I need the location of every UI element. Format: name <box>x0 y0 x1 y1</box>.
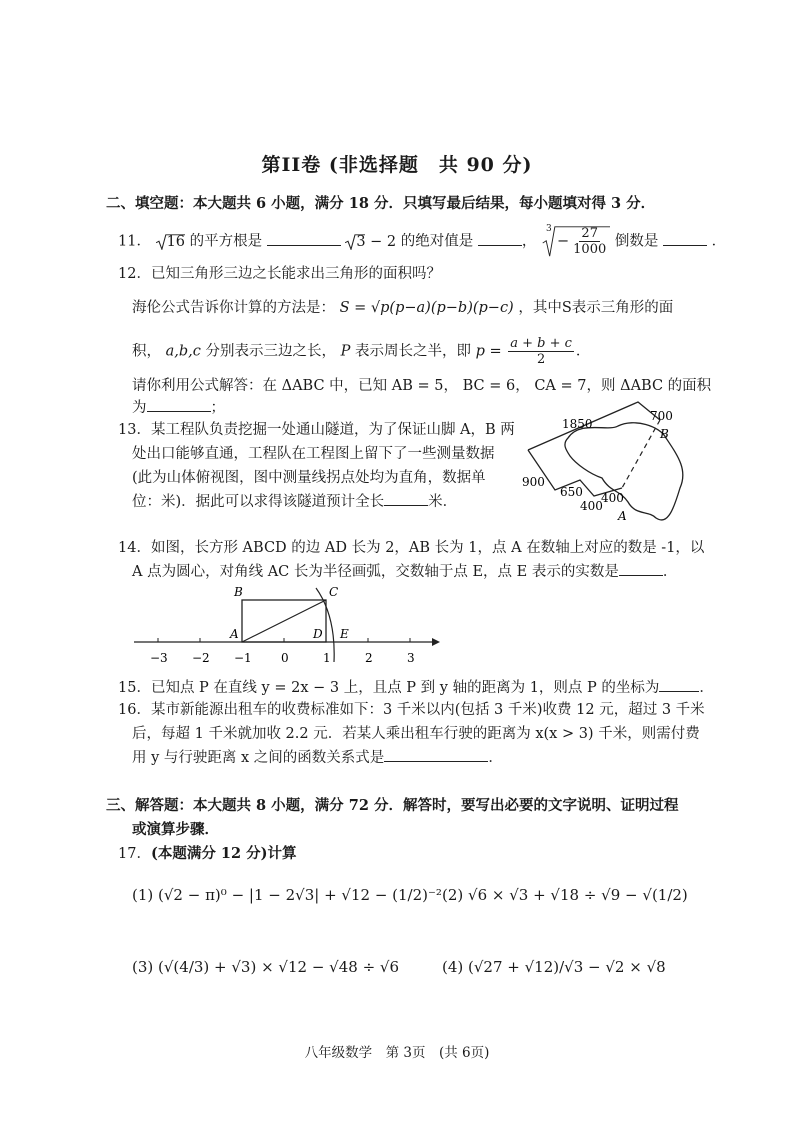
section3-heading-line2: 或演算步骤． <box>132 821 219 838</box>
section2-heading: 二、填空题：本大题共 6 小题，满分 18 分．只填写最后结果，每小题填对得 3 分． <box>106 195 656 212</box>
question-16-line2: 后，每超 1 千米就加收 2.2 元．若某人乘出租车行驶的距离为 x(x > 3) 千米，则需付费 <box>132 726 700 742</box>
point-D: D <box>313 627 323 641</box>
section-title: 第II卷 (非选择题 共 90 分) <box>261 154 533 176</box>
tick-label: 3 <box>407 651 415 665</box>
q11-sqrt3-expr: 3 − 2 <box>345 234 396 250</box>
q11-part2-text: 的绝对值是 <box>400 233 474 250</box>
q11-part3-text: 倒数是 <box>614 233 659 250</box>
q11-sqrt16: 16 <box>156 234 185 250</box>
question-12-line5: 为 ； <box>132 396 225 417</box>
point-A: A <box>230 627 239 641</box>
answer-blank[interactable] <box>267 231 341 246</box>
radical-sign-icon <box>345 234 365 250</box>
tick-label: 1 <box>323 651 331 665</box>
point-B: B <box>234 585 243 599</box>
label-A: A <box>618 509 627 523</box>
calc-4: (4) (√27 + √12)/√3 − √2 × √8 <box>442 958 666 976</box>
answer-blank[interactable] <box>619 561 663 576</box>
answer-blank[interactable] <box>384 747 488 762</box>
question-17: 17．(本题满分 12 分)计算 <box>118 845 297 862</box>
question-11: 11． 16 的平方根是 3 − 2 的绝对值是 ， 3 − $\frac{27}{1000}$ 倒数是 ． <box>118 224 727 257</box>
q11-cuberoot: 3 − $\frac{27}{1000}$ <box>541 226 610 257</box>
section3-heading-line1: 三、解答题：本大题共 8 小题，满分 72 分．解答时，要写出必要的文字说明、证明过程 <box>106 797 679 814</box>
question-13-line1: 13．某工程队负责挖掘一处通山隧道，为了保证山脚 A，B 两 <box>118 422 515 438</box>
point-C: C <box>329 585 339 599</box>
tick-label: 0 <box>281 651 289 665</box>
tunnel-diagram <box>510 398 700 528</box>
label-650: 650 <box>560 485 583 499</box>
label-700: 700 <box>650 409 673 423</box>
question-13-line4: 位：米)．据此可以求得该隧道预计全长 米． <box>132 490 457 511</box>
p-fraction: $\frac{a + b + c}{2}$ <box>510 336 572 367</box>
q11-part1-text: 的平方根是 <box>189 233 263 250</box>
answer-blank[interactable] <box>663 231 707 246</box>
answer-blank[interactable] <box>478 231 522 246</box>
calc-1: (1) (√2 − π)⁰ − |1 − 2√3| + √12 − (1/2)⁻² <box>132 886 442 904</box>
question-12-line2: 海伦公式告诉你计算的方法是： S = √p(p−a)(p−b)(p−c) ，其中S表示三角形的面 <box>132 300 674 316</box>
question-16-line1: 16．某市新能源出租车的收费标准如下：3 千米以内(包括 3 千米)收费 12 元，超过 3 千米 <box>118 702 705 718</box>
question-12-line4: 请你利用公式解答：在 ΔABC 中，已知 AB = 5， BC = 6， CA = 7，则 ΔABC 的面积 <box>132 378 712 394</box>
tick-label: −2 <box>192 651 210 665</box>
label-400b: 400 <box>601 491 624 505</box>
question-15: 15．已知点 P 在直线 y = 2x − 3 上，且点 P 到 y 轴的距离为 1，则点 P 的坐标为 ． <box>118 676 714 697</box>
label-B: B <box>660 427 669 441</box>
tick-label: −1 <box>234 651 252 665</box>
calc-3: (3) (√(4/3) + √3) × √12 − √48 ÷ √6 <box>132 958 400 976</box>
label-1850: 1850 <box>562 417 593 431</box>
answer-blank[interactable] <box>659 677 699 692</box>
answer-blank[interactable] <box>147 397 211 412</box>
radical-sign-icon <box>156 234 185 250</box>
number-line-figure <box>130 580 440 670</box>
question-14-line1: 14．如图，长方形 ABCD 的边 AD 长为 2，AB 长为 1，点 A 在数轴上对应的数是 -1，以 <box>118 540 705 556</box>
question-14-line2: A 点为圆心，对角线 AC 长为半径画弧，交数轴于点 E，点 E 表示的实数是 ． <box>132 560 677 581</box>
heron-formula: S = √p(p−a)(p−b)(p−c) <box>339 300 514 316</box>
question-13-line2: 处出口能够直通，工程队在工程图上留下了一些测量数据 <box>132 446 495 462</box>
label-900: 900 <box>522 475 545 489</box>
q11-number: 11． <box>118 233 151 250</box>
question-13-line3: (此为山体俯视图，图中测量线拐点处均为直角，数据单 <box>132 470 486 486</box>
tick-label: −3 <box>150 651 168 665</box>
answer-blank[interactable] <box>384 491 428 506</box>
point-E: E <box>340 627 349 641</box>
question-16-line3: 用 y 与行驶距离 x 之间的函数关系式是 ． <box>132 746 503 767</box>
label-400a: 400 <box>580 499 603 513</box>
page-footer: 八年级数学 第 3页 (共 6页) <box>304 1045 490 1061</box>
question-12-line3: 积， a,b,c 分别表示三边之长， P 表示周长之半，即 p = $\frac{a + b + c}{2}$ ． <box>132 336 591 367</box>
tick-label: 2 <box>365 651 373 665</box>
question-12-line1: 12．已知三角形三边之长能求出三角形的面积吗？ <box>118 266 441 282</box>
calc-2: (2) √6 × √3 + √18 ÷ √9 − √(1/2) <box>442 886 688 904</box>
